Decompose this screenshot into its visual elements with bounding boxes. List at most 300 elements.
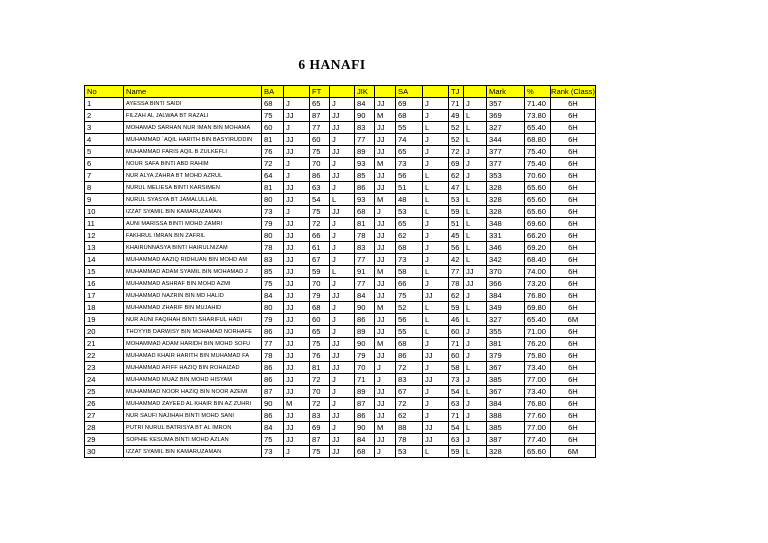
cell-ba-grade: JJ bbox=[284, 422, 310, 434]
cell-sa-score: 58 bbox=[396, 266, 423, 278]
cell-mark: 328 bbox=[487, 182, 525, 194]
cell-name: NURUL MELIESA BINTI KARSIMEN bbox=[124, 182, 262, 194]
cell-ba-score: 80 bbox=[262, 230, 284, 242]
cell-ft-score: 67 bbox=[310, 254, 330, 266]
cell-jik-score: 81 bbox=[355, 218, 375, 230]
cell-tj-grade: JJ bbox=[464, 266, 487, 278]
cell-jik-score: 93 bbox=[355, 158, 375, 170]
cell-mark: 342 bbox=[487, 254, 525, 266]
cell-ba-grade: JJ bbox=[284, 338, 310, 350]
cell-percent: 71.40 bbox=[525, 98, 551, 110]
table-row bbox=[85, 446, 596, 458]
cell-ba-grade: JJ bbox=[284, 410, 310, 422]
cell-mark: 328 bbox=[487, 194, 525, 206]
cell-ba-score: 77 bbox=[262, 338, 284, 350]
cell-sa-score: 66 bbox=[396, 278, 423, 290]
cell-sa-score: 72 bbox=[396, 398, 423, 410]
cell-ba-score: 80 bbox=[262, 302, 284, 314]
cell-jik-grade: M bbox=[375, 158, 396, 170]
cell-ba-grade: JJ bbox=[284, 374, 310, 386]
cell-sa-score: 75 bbox=[396, 290, 423, 302]
cell-name: MOHAMMAD ADAM HARIDH BIN MOHD SOFU bbox=[124, 338, 262, 350]
table-row bbox=[85, 218, 596, 230]
cell-rank: 6M bbox=[551, 314, 596, 326]
cell-rank: 6H bbox=[551, 230, 596, 242]
cell-ba-score: 86 bbox=[262, 326, 284, 338]
cell-mark: 369 bbox=[487, 110, 525, 122]
cell-percent: 69.80 bbox=[525, 302, 551, 314]
cell-tj-grade: L bbox=[464, 194, 487, 206]
cell-percent: 75.40 bbox=[525, 146, 551, 158]
cell-ba-grade: JJ bbox=[284, 230, 310, 242]
cell-percent: 65.60 bbox=[525, 446, 551, 458]
cell-ft-grade: J bbox=[330, 326, 355, 338]
cell-ft-grade: J bbox=[330, 314, 355, 326]
cell-rank: 6H bbox=[551, 110, 596, 122]
cell-sa-grade: L bbox=[423, 446, 449, 458]
cell-ft-score: 65 bbox=[310, 326, 330, 338]
header-sa-grade bbox=[423, 86, 449, 98]
table-row bbox=[85, 422, 596, 434]
header-tj-score: TJ bbox=[449, 86, 464, 98]
cell-no: 22 bbox=[85, 350, 124, 362]
cell-jik-score: 89 bbox=[355, 386, 375, 398]
cell-ft-score: 69 bbox=[310, 422, 330, 434]
cell-mark: 349 bbox=[487, 302, 525, 314]
cell-jik-grade: JJ bbox=[375, 434, 396, 446]
cell-name: NOUR SAFA BINTI ABD RAHIM bbox=[124, 158, 262, 170]
cell-jik-grade: JJ bbox=[375, 122, 396, 134]
cell-ba-grade: JJ bbox=[284, 146, 310, 158]
table-row bbox=[85, 146, 596, 158]
cell-ft-grade: JJ bbox=[330, 362, 355, 374]
cell-ba-score: 86 bbox=[262, 374, 284, 386]
table-row bbox=[85, 206, 596, 218]
cell-jik-score: 91 bbox=[355, 266, 375, 278]
table-row bbox=[85, 434, 596, 446]
cell-tj-grade: L bbox=[464, 242, 487, 254]
cell-mark: 357 bbox=[487, 98, 525, 110]
cell-ba-score: 73 bbox=[262, 206, 284, 218]
results-table bbox=[84, 85, 596, 458]
cell-tj-score: 45 bbox=[449, 230, 464, 242]
cell-ft-grade: J bbox=[330, 158, 355, 170]
sheet-title: 6 HANAFI bbox=[298, 57, 366, 72]
cell-ft-grade: JJ bbox=[330, 206, 355, 218]
cell-ft-score: 81 bbox=[310, 362, 330, 374]
cell-sa-score: 69 bbox=[396, 98, 423, 110]
cell-percent: 66.20 bbox=[525, 230, 551, 242]
cell-percent: 69.20 bbox=[525, 242, 551, 254]
cell-ba-score: 84 bbox=[262, 290, 284, 302]
cell-ft-grade: J bbox=[330, 422, 355, 434]
cell-no: 17 bbox=[85, 290, 124, 302]
cell-jik-grade: JJ bbox=[375, 254, 396, 266]
cell-name: KHAIRUNNASYA BINTI HAIRULNIZAM bbox=[124, 242, 262, 254]
cell-jik-grade: J bbox=[375, 374, 396, 386]
cell-rank: 6H bbox=[551, 398, 596, 410]
cell-name: MUHAMMAD NOOR HAZIQ BIN NOOR AZEMI bbox=[124, 386, 262, 398]
cell-rank: 6H bbox=[551, 218, 596, 230]
cell-name: FILZAH AL JALWAA BT RAZALI bbox=[124, 110, 262, 122]
cell-ft-grade: J bbox=[330, 254, 355, 266]
cell-percent: 77.00 bbox=[525, 422, 551, 434]
cell-ba-grade: JJ bbox=[284, 362, 310, 374]
cell-mark: 346 bbox=[487, 242, 525, 254]
cell-tj-score: 59 bbox=[449, 302, 464, 314]
cell-tj-score: 51 bbox=[449, 218, 464, 230]
cell-ba-grade: JJ bbox=[284, 326, 310, 338]
cell-ft-score: 72 bbox=[310, 398, 330, 410]
cell-jik-grade: JJ bbox=[375, 134, 396, 146]
cell-ft-grade: L bbox=[330, 194, 355, 206]
cell-tj-score: 54 bbox=[449, 386, 464, 398]
cell-jik-grade: J bbox=[375, 206, 396, 218]
cell-no: 28 bbox=[85, 422, 124, 434]
cell-sa-grade: J bbox=[423, 242, 449, 254]
cell-no: 8 bbox=[85, 182, 124, 194]
cell-no: 20 bbox=[85, 326, 124, 338]
cell-no: 12 bbox=[85, 230, 124, 242]
cell-no: 26 bbox=[85, 398, 124, 410]
cell-ft-grade: J bbox=[330, 302, 355, 314]
cell-name: AUNI MARISSA BINTI MOHD ZAMRI bbox=[124, 218, 262, 230]
cell-ba-grade: JJ bbox=[284, 110, 310, 122]
cell-mark: 387 bbox=[487, 434, 525, 446]
cell-ba-score: 60 bbox=[262, 122, 284, 134]
cell-percent: 73.40 bbox=[525, 386, 551, 398]
cell-ba-grade: JJ bbox=[284, 386, 310, 398]
header-name: Name bbox=[124, 86, 262, 98]
cell-jik-score: 77 bbox=[355, 254, 375, 266]
cell-ft-score: 60 bbox=[310, 314, 330, 326]
cell-ba-grade: JJ bbox=[284, 182, 310, 194]
cell-rank: 6H bbox=[551, 422, 596, 434]
cell-name: FAKHRUL IMRAN BIN ZAFRIL bbox=[124, 230, 262, 242]
cell-jik-score: 89 bbox=[355, 146, 375, 158]
cell-no: 21 bbox=[85, 338, 124, 350]
cell-sa-grade: J bbox=[423, 338, 449, 350]
cell-sa-grade: JJ bbox=[423, 374, 449, 386]
cell-tj-grade: J bbox=[464, 326, 487, 338]
cell-sa-grade: L bbox=[423, 182, 449, 194]
cell-sa-score: 68 bbox=[396, 338, 423, 350]
cell-tj-score: 72 bbox=[449, 146, 464, 158]
cell-tj-score: 60 bbox=[449, 326, 464, 338]
cell-ba-grade: JJ bbox=[284, 134, 310, 146]
cell-ba-score: 75 bbox=[262, 434, 284, 446]
cell-sa-grade: L bbox=[423, 194, 449, 206]
cell-sa-score: 72 bbox=[396, 362, 423, 374]
table-row bbox=[85, 386, 596, 398]
header-sa-score: SA bbox=[396, 86, 423, 98]
cell-sa-grade: J bbox=[423, 398, 449, 410]
cell-jik-score: 86 bbox=[355, 182, 375, 194]
cell-rank: 6H bbox=[551, 242, 596, 254]
cell-ba-grade: JJ bbox=[284, 278, 310, 290]
cell-sa-grade: J bbox=[423, 158, 449, 170]
cell-percent: 76.20 bbox=[525, 338, 551, 350]
cell-mark: 367 bbox=[487, 386, 525, 398]
cell-sa-grade: J bbox=[423, 410, 449, 422]
cell-no: 23 bbox=[85, 362, 124, 374]
cell-ba-score: 87 bbox=[262, 386, 284, 398]
cell-name: MUHAMMAD MUAZ BIN MOHD HISYAM bbox=[124, 374, 262, 386]
cell-jik-score: 90 bbox=[355, 110, 375, 122]
cell-jik-grade: JJ bbox=[375, 410, 396, 422]
cell-ft-grade: JJ bbox=[330, 146, 355, 158]
cell-tj-score: 63 bbox=[449, 398, 464, 410]
cell-mark: 388 bbox=[487, 410, 525, 422]
cell-ft-score: 59 bbox=[310, 266, 330, 278]
table-row bbox=[85, 374, 596, 386]
cell-mark: 384 bbox=[487, 398, 525, 410]
cell-rank: 6H bbox=[551, 290, 596, 302]
cell-name: MUHAMMAD ZHARIF BIN MUJAHID bbox=[124, 302, 262, 314]
cell-jik-grade: M bbox=[375, 302, 396, 314]
cell-tj-score: 42 bbox=[449, 254, 464, 266]
cell-sa-score: 73 bbox=[396, 158, 423, 170]
cell-tj-grade: L bbox=[464, 218, 487, 230]
cell-sa-grade: JJ bbox=[423, 350, 449, 362]
cell-no: 5 bbox=[85, 146, 124, 158]
cell-rank: 6H bbox=[551, 122, 596, 134]
cell-ba-score: 90 bbox=[262, 398, 284, 410]
cell-sa-grade: L bbox=[423, 266, 449, 278]
cell-no: 19 bbox=[85, 314, 124, 326]
cell-percent: 65.60 bbox=[525, 194, 551, 206]
cell-percent: 76.80 bbox=[525, 290, 551, 302]
cell-ft-grade: JJ bbox=[330, 410, 355, 422]
table-row bbox=[85, 278, 596, 290]
cell-jik-grade: JJ bbox=[375, 398, 396, 410]
cell-no: 10 bbox=[85, 206, 124, 218]
cell-sa-score: 78 bbox=[396, 434, 423, 446]
cell-mark: 331 bbox=[487, 230, 525, 242]
cell-ft-grade: JJ bbox=[330, 350, 355, 362]
cell-ba-score: 76 bbox=[262, 146, 284, 158]
cell-percent: 77.40 bbox=[525, 434, 551, 446]
cell-name: IZZAT SYAMIL BIN KAMARUZAMAN bbox=[124, 206, 262, 218]
cell-ba-grade: JJ bbox=[284, 302, 310, 314]
cell-tj-score: 73 bbox=[449, 374, 464, 386]
cell-jik-grade: M bbox=[375, 194, 396, 206]
cell-ba-score: 73 bbox=[262, 446, 284, 458]
table-row bbox=[85, 98, 596, 110]
cell-ft-grade: JJ bbox=[330, 290, 355, 302]
cell-sa-score: 74 bbox=[396, 134, 423, 146]
cell-sa-score: 51 bbox=[396, 182, 423, 194]
cell-ft-grade: J bbox=[330, 242, 355, 254]
cell-tj-grade: J bbox=[464, 146, 487, 158]
cell-ba-score: 78 bbox=[262, 242, 284, 254]
cell-ft-grade: J bbox=[330, 278, 355, 290]
cell-jik-score: 83 bbox=[355, 122, 375, 134]
cell-name: MUHAMMAD FARIS AQIL B ZULKEFLI bbox=[124, 146, 262, 158]
table-row bbox=[85, 122, 596, 134]
cell-tj-score: 60 bbox=[449, 350, 464, 362]
cell-sa-score: 65 bbox=[396, 146, 423, 158]
cell-ft-grade: J bbox=[330, 182, 355, 194]
cell-tj-score: 78 bbox=[449, 278, 464, 290]
cell-ft-score: 76 bbox=[310, 350, 330, 362]
cell-mark: 327 bbox=[487, 122, 525, 134]
cell-name: SOPHIE KESUMA BINTI MOHD AZLAN bbox=[124, 434, 262, 446]
cell-ft-score: 87 bbox=[310, 434, 330, 446]
cell-sa-score: 65 bbox=[396, 218, 423, 230]
cell-ba-score: 75 bbox=[262, 110, 284, 122]
cell-jik-grade: JJ bbox=[375, 326, 396, 338]
cell-ba-score: 75 bbox=[262, 278, 284, 290]
cell-name: NUR ALYA ZAHRA BT MOHD AZRUL bbox=[124, 170, 262, 182]
cell-rank: 6H bbox=[551, 266, 596, 278]
cell-sa-grade: J bbox=[423, 386, 449, 398]
cell-rank: 6H bbox=[551, 182, 596, 194]
cell-tj-score: 71 bbox=[449, 410, 464, 422]
cell-mark: 355 bbox=[487, 326, 525, 338]
cell-ba-grade: J bbox=[284, 446, 310, 458]
cell-name: NURUL SYASYA BT JAMALULLAIL bbox=[124, 194, 262, 206]
cell-name: MUHAMMAD ASHRAF BIN MOHD AZMI bbox=[124, 278, 262, 290]
cell-mark: 328 bbox=[487, 206, 525, 218]
cell-no: 1 bbox=[85, 98, 124, 110]
cell-mark: 370 bbox=[487, 266, 525, 278]
cell-sa-score: 56 bbox=[396, 170, 423, 182]
cell-jik-grade: JJ bbox=[375, 350, 396, 362]
cell-rank: 6H bbox=[551, 170, 596, 182]
cell-tj-score: 56 bbox=[449, 242, 464, 254]
cell-tj-grade: J bbox=[464, 158, 487, 170]
cell-ba-score: 78 bbox=[262, 350, 284, 362]
cell-tj-score: 54 bbox=[449, 422, 464, 434]
cell-no: 13 bbox=[85, 242, 124, 254]
cell-ba-grade: JJ bbox=[284, 350, 310, 362]
cell-tj-grade: L bbox=[464, 230, 487, 242]
cell-percent: 68.40 bbox=[525, 254, 551, 266]
cell-sa-grade: J bbox=[423, 278, 449, 290]
cell-ba-score: 64 bbox=[262, 170, 284, 182]
cell-tj-score: 49 bbox=[449, 110, 464, 122]
cell-mark: 367 bbox=[487, 362, 525, 374]
header-jik-score: JIK bbox=[355, 86, 375, 98]
cell-tj-grade: J bbox=[464, 338, 487, 350]
cell-name: NUR SAUFI NAJIHAH BINTI MOHD SANI bbox=[124, 410, 262, 422]
cell-ba-score: 79 bbox=[262, 218, 284, 230]
table-row bbox=[85, 266, 596, 278]
cell-jik-score: 85 bbox=[355, 170, 375, 182]
cell-no: 27 bbox=[85, 410, 124, 422]
cell-jik-grade: M bbox=[375, 110, 396, 122]
cell-jik-grade: JJ bbox=[375, 182, 396, 194]
table-row bbox=[85, 350, 596, 362]
cell-ft-grade: JJ bbox=[330, 122, 355, 134]
cell-ft-score: 83 bbox=[310, 410, 330, 422]
cell-name: NUR AUNI FAQIHAH BINTI SHARIFUL HADI bbox=[124, 314, 262, 326]
cell-tj-score: 71 bbox=[449, 98, 464, 110]
cell-percent: 70.60 bbox=[525, 170, 551, 182]
table-row bbox=[85, 314, 596, 326]
cell-ft-grade: J bbox=[330, 134, 355, 146]
cell-tj-score: 53 bbox=[449, 194, 464, 206]
cell-sa-score: 68 bbox=[396, 110, 423, 122]
cell-ft-score: 86 bbox=[310, 170, 330, 182]
cell-ft-grade: JJ bbox=[330, 338, 355, 350]
header-ft-grade bbox=[330, 86, 355, 98]
cell-tj-score: 63 bbox=[449, 434, 464, 446]
table-row bbox=[85, 158, 596, 170]
cell-ft-score: 87 bbox=[310, 110, 330, 122]
cell-no: 7 bbox=[85, 170, 124, 182]
cell-ft-score: 75 bbox=[310, 446, 330, 458]
cell-ft-score: 60 bbox=[310, 134, 330, 146]
cell-ft-grade: J bbox=[330, 230, 355, 242]
cell-ft-grade: JJ bbox=[330, 446, 355, 458]
cell-sa-score: 52 bbox=[396, 302, 423, 314]
cell-sa-score: 55 bbox=[396, 122, 423, 134]
cell-jik-grade: JJ bbox=[375, 98, 396, 110]
cell-jik-grade: JJ bbox=[375, 278, 396, 290]
cell-sa-grade: JJ bbox=[423, 422, 449, 434]
cell-rank: 6H bbox=[551, 350, 596, 362]
cell-ft-grade: JJ bbox=[330, 434, 355, 446]
cell-rank: 6H bbox=[551, 362, 596, 374]
table-row bbox=[85, 290, 596, 302]
cell-mark: 377 bbox=[487, 146, 525, 158]
cell-ft-score: 70 bbox=[310, 158, 330, 170]
cell-jik-score: 90 bbox=[355, 422, 375, 434]
cell-percent: 76.80 bbox=[525, 398, 551, 410]
cell-no: 6 bbox=[85, 158, 124, 170]
header-rank: Rank (Class) bbox=[551, 86, 595, 96]
cell-mark: 327 bbox=[487, 314, 525, 326]
cell-rank: 6M bbox=[551, 446, 596, 458]
cell-no: 24 bbox=[85, 374, 124, 386]
cell-percent: 68.80 bbox=[525, 134, 551, 146]
cell-percent: 75.80 bbox=[525, 350, 551, 362]
cell-name: MUHAMMAD ZAYEED AL KHAIR BIN AZ ZUHRI bbox=[124, 398, 262, 410]
cell-ba-grade: J bbox=[284, 158, 310, 170]
cell-tj-score: 62 bbox=[449, 170, 464, 182]
cell-sa-grade: JJ bbox=[423, 434, 449, 446]
cell-rank: 6H bbox=[551, 98, 596, 110]
cell-ft-score: 72 bbox=[310, 374, 330, 386]
cell-no: 25 bbox=[85, 386, 124, 398]
cell-ba-score: 83 bbox=[262, 254, 284, 266]
cell-jik-score: 84 bbox=[355, 290, 375, 302]
cell-sa-grade: JJ bbox=[423, 290, 449, 302]
cell-rank: 6H bbox=[551, 158, 596, 170]
cell-sa-score: 83 bbox=[396, 374, 423, 386]
cell-no: 3 bbox=[85, 122, 124, 134]
cell-jik-grade: JJ bbox=[375, 290, 396, 302]
cell-no: 14 bbox=[85, 254, 124, 266]
cell-tj-grade: L bbox=[464, 422, 487, 434]
cell-percent: 73.40 bbox=[525, 362, 551, 374]
cell-jik-score: 79 bbox=[355, 350, 375, 362]
cell-ba-grade: JJ bbox=[284, 254, 310, 266]
cell-jik-score: 93 bbox=[355, 194, 375, 206]
cell-ft-grade: J bbox=[330, 374, 355, 386]
cell-tj-grade: J bbox=[464, 398, 487, 410]
cell-sa-grade: J bbox=[423, 98, 449, 110]
cell-ba-score: 86 bbox=[262, 362, 284, 374]
cell-name: PUTRI NURUL BATRISYA BT AL IMRON bbox=[124, 422, 262, 434]
header-percent: % bbox=[525, 86, 551, 98]
cell-percent: 71.00 bbox=[525, 326, 551, 338]
cell-ft-grade: JJ bbox=[330, 110, 355, 122]
cell-ft-score: 75 bbox=[310, 206, 330, 218]
cell-jik-grade: JJ bbox=[375, 242, 396, 254]
